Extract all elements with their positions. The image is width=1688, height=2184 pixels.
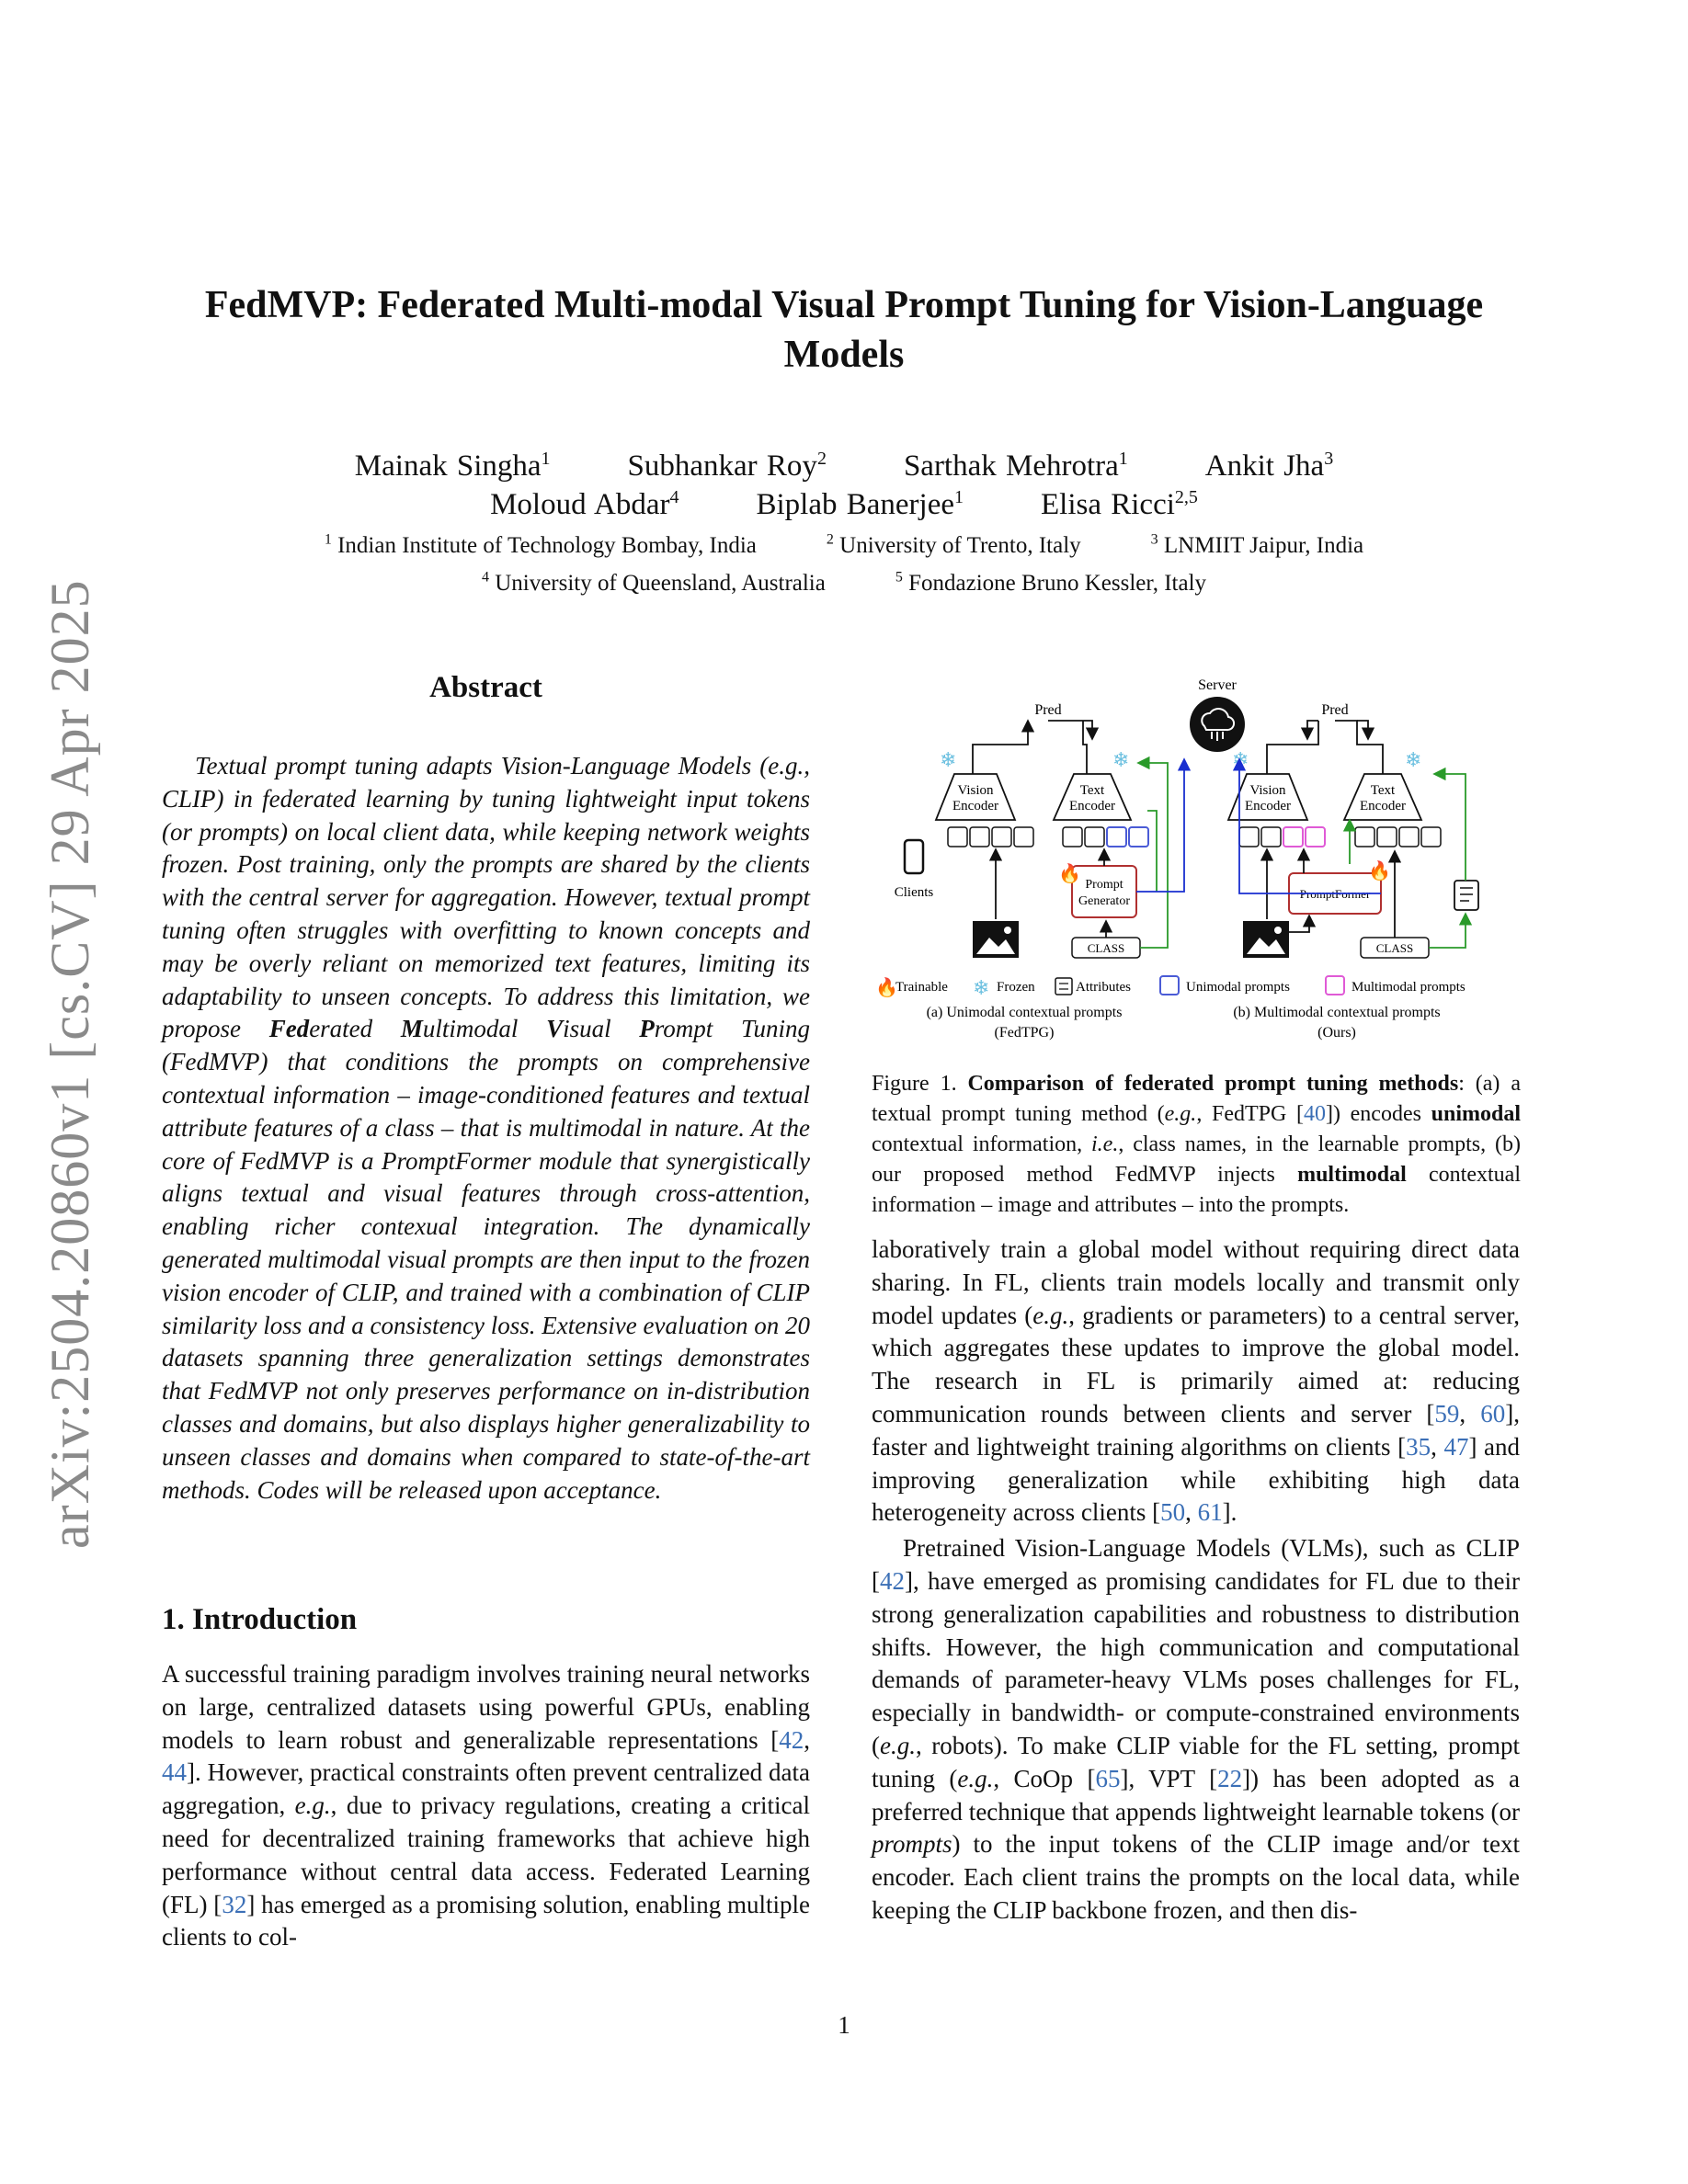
citation-link[interactable]: 35: [1406, 1432, 1431, 1461]
citation-link[interactable]: 42: [779, 1725, 804, 1754]
affiliation-name: Indian Institute of Technology Bombay, India: [331, 533, 757, 559]
citation-link[interactable]: 50: [1160, 1498, 1186, 1527]
affiliation-name: Fondazione Bruno Kessler, Italy: [902, 571, 1207, 597]
server-icon: [1190, 697, 1245, 752]
affiliation-name: University of Queensland, Australia: [488, 571, 826, 597]
citation-link[interactable]: 61: [1197, 1498, 1223, 1527]
author-list-row-2: [147, 478, 1541, 524]
affiliation-entry: $^1$ Indian Institute of Technology Bombay, India: [324, 532, 757, 559]
figure-1-diagram: [872, 673, 1521, 1050]
figure-1-caption: Figure 1. Comparison of federated prompt tuning methods: (a) a textual prompt tuning method (e.g., FedTPG [40]) encodes unimodal contextual information, i.e., class names, in the learnable prompts, (b) our proposed method FedMVP injects multimodal contextual information – image and attributes – into the prompts.: [872, 1072, 1522, 1217]
citation-link[interactable]: 40: [1304, 1102, 1326, 1126]
arxiv-stamp: arXiv:2504.20860v1 [cs.CV] 29 Apr 2025: [40, 579, 100, 1549]
legend-unimodal: Unimodal prompts: [1186, 980, 1290, 995]
citation-link[interactable]: 65: [1095, 1764, 1121, 1792]
intro-left-column: A successful training paradigm involves training neural networks on large, centralized datasets using powerful GPUs, enabling models to learn robust and generalizable representations [42, 44]. However, practical constraints often prevent centralized data aggregation, e.g., due to privacy regulations, creating a critical need for decentralized training frameworks that achieve high performance without central data access. Federated Learning (FL) [32] has emerged as a promising solution, enabling multiple clients to col-: [162, 1660, 811, 1951]
trainable-flame-icon: 🔥: [1058, 864, 1081, 884]
legend-frozen-icon: ❄: [973, 976, 990, 999]
svg-text:Encoder: Encoder: [1360, 799, 1406, 813]
svg-text:Vision: Vision: [957, 783, 994, 798]
citation-link[interactable]: 44: [162, 1758, 187, 1787]
author-name: Biplab Banerjee: [756, 488, 955, 521]
svg-text:PromptFormer: PromptFormer: [1299, 887, 1371, 901]
citation-link[interactable]: 47: [1443, 1432, 1469, 1461]
affiliation-entry: $^4$ University of Queensland, Australia: [481, 570, 826, 597]
abstract-heading: Abstract: [429, 671, 542, 704]
phone-icon: [905, 840, 923, 873]
svg-text:Text: Text: [1370, 783, 1396, 798]
legend-multimodal: Multimodal prompts: [1352, 980, 1466, 995]
affiliation-entry: $^5$ Fondazione Bruno Kessler, Italy: [895, 570, 1207, 597]
paper-title: FedMVP: Federated Multi-modal Visual Prompt Tuning for Vision-Language Models: [204, 284, 1484, 376]
citation-link[interactable]: 42: [880, 1566, 905, 1595]
author-name: Sarthak Mehrotra: [903, 449, 1119, 483]
legend-trainable: Trainable: [895, 980, 948, 995]
author-entry: Elisa Ricci$^{2,5}$: [1041, 487, 1198, 521]
frozen-icon: ❄: [1405, 748, 1422, 771]
svg-text:Generator: Generator: [1078, 894, 1130, 908]
author-name: Ankit Jha: [1204, 449, 1325, 483]
svg-text:Encoder: Encoder: [952, 799, 998, 813]
svg-text:Vision: Vision: [1249, 783, 1286, 798]
affiliation-entry: $^2$ University of Trento, Italy: [826, 532, 1081, 559]
legend-unimodal-swatch: [1160, 976, 1179, 995]
svg-text:Text: Text: [1079, 783, 1105, 798]
section-heading-introduction: 1. Introduction: [162, 1603, 358, 1636]
subcaption-a: (a) Unimodal contextual prompts: [926, 1005, 1123, 1020]
svg-text:(FedTPG): (FedTPG): [994, 1025, 1055, 1041]
author-entry: Biplab Banerjee$^1$: [756, 487, 964, 521]
affiliation-name: LNMIIT Jaipur, India: [1158, 533, 1364, 559]
legend-frozen: Frozen: [997, 980, 1035, 995]
frozen-icon: ❄: [1232, 748, 1249, 771]
legend-attributes-icon: [1055, 978, 1072, 995]
affiliation-row-1: [147, 526, 1541, 561]
svg-text:Encoder: Encoder: [1245, 799, 1291, 813]
affiliation-name: University of Trento, Italy: [833, 533, 1081, 559]
server-label: Server: [1198, 677, 1237, 693]
affiliation-entry: $^3$ LNMIIT Jaipur, India: [1150, 532, 1364, 559]
attributes-doc-icon: [1454, 881, 1478, 910]
pred-label-a: Pred: [1034, 702, 1062, 718]
frozen-icon: ❄: [1112, 748, 1130, 771]
page-number: 1: [838, 2011, 850, 2039]
author-entry: Ankit Jha$^3$: [1204, 449, 1334, 483]
citation-link[interactable]: 22: [1217, 1764, 1243, 1792]
prompt-generator-box: [1072, 866, 1136, 917]
clients-label: Clients: [894, 885, 934, 900]
svg-text:Prompt: Prompt: [1085, 878, 1123, 892]
legend-attributes: Attributes: [1076, 980, 1131, 995]
legend-multimodal-swatch: [1326, 976, 1344, 995]
pred-label-b: Pred: [1321, 702, 1349, 718]
legend-trainable-icon: 🔥: [875, 978, 898, 998]
author-name: Mainak Singha: [354, 449, 542, 483]
svg-text:CLASS: CLASS: [1375, 941, 1414, 955]
author-entry: Moloud Abdar$^4$: [490, 487, 679, 521]
citation-link[interactable]: 59: [1434, 1399, 1460, 1428]
subcaption-b: (b) Multimodal contextual prompts: [1233, 1005, 1441, 1020]
citation-link[interactable]: 60: [1480, 1399, 1506, 1428]
trainable-flame-icon: 🔥: [1368, 861, 1391, 882]
author-name: Moloud Abdar: [490, 488, 670, 521]
author-name: Elisa Ricci: [1041, 488, 1175, 521]
author-entry: Subhankar Roy$^2$: [627, 449, 827, 483]
affiliation-row-2: [147, 563, 1541, 598]
frozen-icon: ❄: [940, 748, 957, 771]
author-name: Subhankar Roy: [627, 449, 817, 483]
citation-link[interactable]: 32: [222, 1890, 247, 1918]
svg-text:(Ours): (Ours): [1317, 1025, 1356, 1041]
abstract-text: Textual prompt tuning adapts Vision-Language Models (e.g., CLIP) in federated learning by tuning lightweight input tokens (or prompts) on local client data, while keeping network weights frozen. Post training, only the prompts are shared by the clients with the central server for aggregation. However, textual prompt tuning often struggles with overfitting to known concepts and may be overly reliant on memorized text features, limiting its adaptability to unseen concepts. To address this limitation, we propose Federated Multimodal Visual Prompt Tuning (FedMVP) that conditions the prompts on comprehensive contextual information – image-conditioned features and textual attribute features of a class – that is multimodal in nature. At the core of FedMVP is a PromptFormer module that synergistically aligns textual and visual features through cross-attention, enabling richer contexual integration. The dynamically generated multimodal visual prompts are then input to the frozen vision encoder of CLIP, and trained with a combination of CLIP similarity loss and a consistency loss. Extensive evaluation on 20 datasets spanning three generalization settings demonstrates that FedMVP not only preserves performance on in-distribution classes and domains, but also displays higher generalizability to unseen classes and domains when compared to state-of-the-art methods. Codes will be released upon acceptance.: [162, 752, 810, 1504]
author-entry: Mainak Singha$^1$: [354, 449, 551, 483]
svg-text:CLASS: CLASS: [1087, 941, 1125, 955]
svg-text:Encoder: Encoder: [1069, 799, 1115, 813]
intro-right-column: laboratively train a global model without requiring direct data sharing. In FL, clients train models locally and transmit only model updates (e.g., gradients or parameters) to a central server, which aggregates these updates to improve the global model. The research in FL is primarily aimed at: reducing communication rounds between clients and server [59, 60], faster and lightweight training algorithms on clients [35, 47] and improving generalization while exhibiting high data heterogeneity across clients [50, 61]. Pretrained Vision-Language Models (VLMs), such as CLIP [42], have emerged as promising candidates for FL due to their strong generalization capabilities and robustness to distribution shifts. However, the high communication and computational demands of parameter-heavy VLMs poses challenges for FL, especially in bandwidth- or compute-constrained environments (e.g., robots). To make CLIP viable for the FL setting, prompt tuning (e.g., CoOp [65], VPT [22]) has been adopted as a preferred technique that appends lightweight learnable tokens (or prompts) to the input tokens of the CLIP image and/or text encoder. Each client trains the prompts on the local data, while keeping the CLIP backbone frozen, and then dis-: [872, 1235, 1521, 1924]
author-entry: Sarthak Mehrotra$^1$: [903, 449, 1128, 483]
